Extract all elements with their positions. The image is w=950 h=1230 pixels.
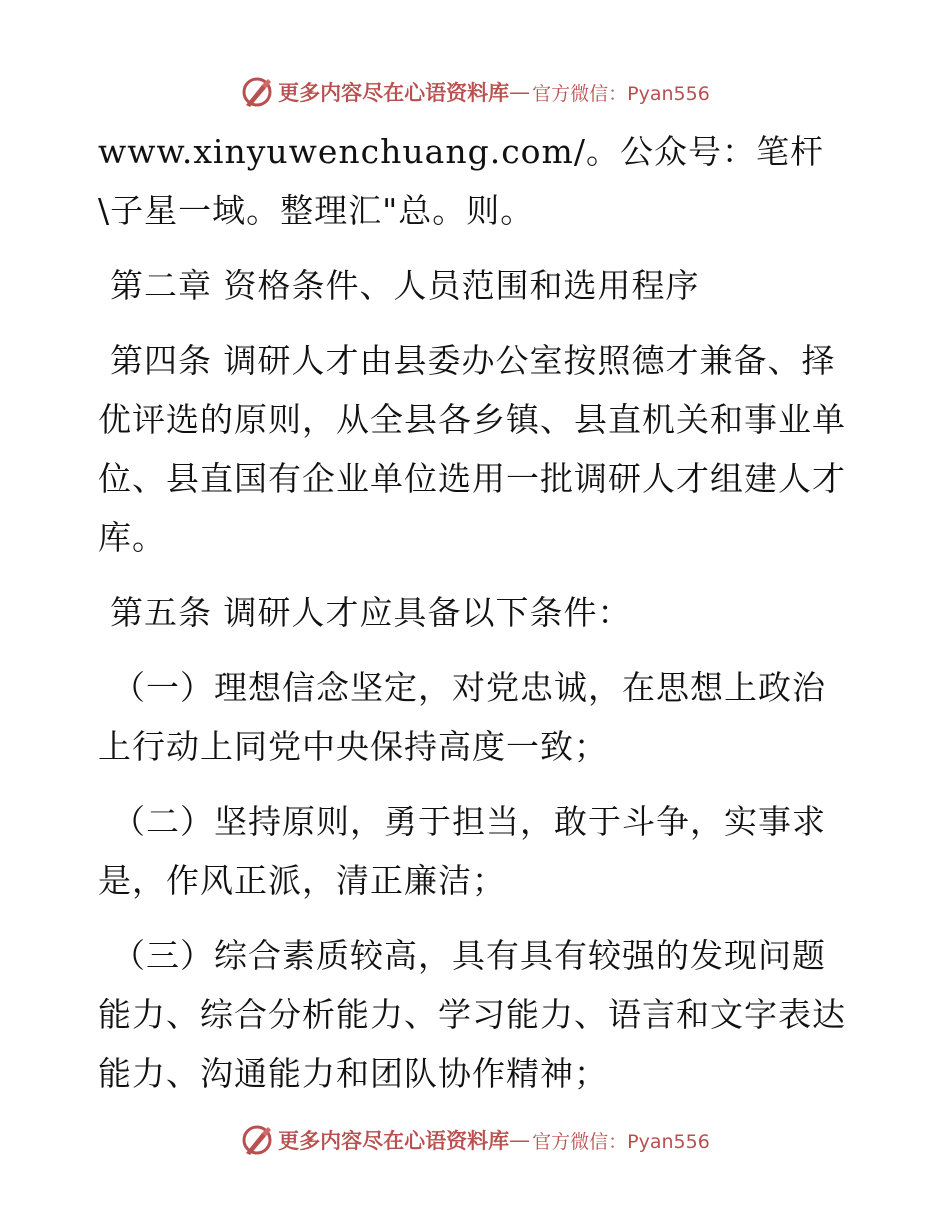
banner-separator: —	[509, 80, 531, 104]
header-banner	[0, 72, 950, 112]
banner-wechat: 官方微信：Pyan556	[532, 82, 710, 105]
document-body	[98, 122, 850, 1103]
banner-wechat: 官方微信：Pyan556	[532, 1130, 710, 1153]
pen-logo-icon	[240, 75, 274, 109]
banner-text: 更多内容尽在心语资料库	[278, 81, 510, 105]
footer-banner	[0, 1120, 950, 1160]
article-5-paragraph: 第五条 调研人才应具备以下条件：	[110, 593, 632, 632]
article-4-paragraph: 第四条 调研人才由县委办公室按照德才兼备、择优评选的原则，从全县各乡镇、县直机关和事业单位、县直国有企业单位选用一批调研人才组建人才库。	[98, 341, 846, 557]
pen-logo-icon	[240, 1123, 274, 1157]
url-paragraph: www.xinyuwenchuang.com/。公众号：笔杆\子星一域。整理汇"总。则。	[98, 132, 824, 230]
condition-1-paragraph: （一）理想信念坚定，对党忠诚，在思想上政治上行动上同党中央保持高度一致；	[98, 668, 826, 766]
condition-3-paragraph: （三）综合素质较高，具有具有较强的发现问题能力、综合分析能力、学习能力、语言和文字表达能力、沟通能力和团队协作精神；	[98, 936, 846, 1093]
banner-text: 更多内容尽在心语资料库	[278, 1129, 510, 1153]
condition-2-paragraph: （二）坚持原则，勇于担当，敢于斗争，实事求是，作风正派，清正廉洁；	[98, 802, 826, 900]
banner-separator: —	[509, 1128, 531, 1152]
chapter-heading: 第二章 资格条件、人员范围和选用程序	[110, 266, 700, 305]
